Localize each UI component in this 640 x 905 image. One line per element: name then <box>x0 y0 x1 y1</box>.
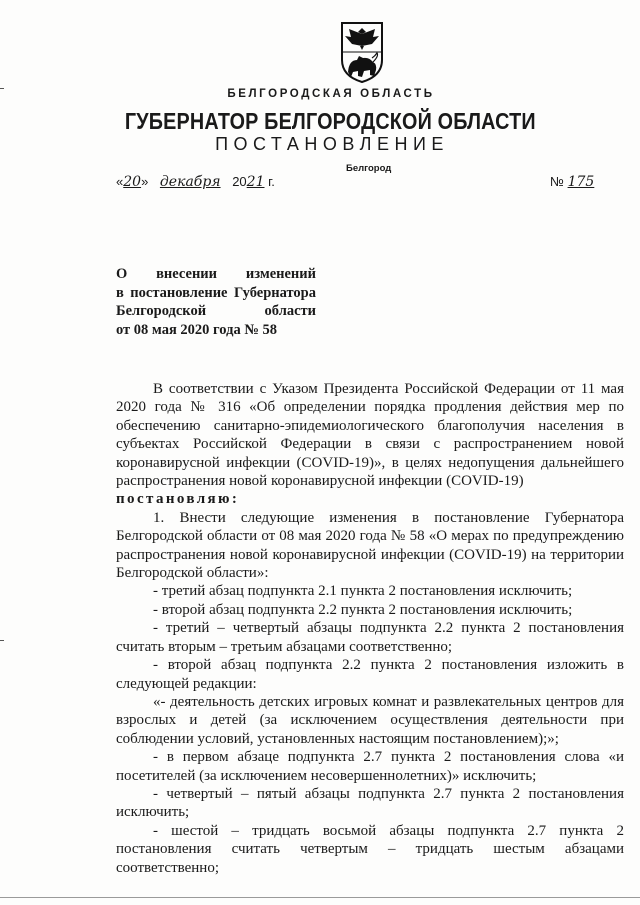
body-paragraph: 1. Внести следующие изменения в постановление Губернатора Белгородской области от 08 мая 2020 года № 58 «О мерах по предупреждению распространения новой коронавирусной инфекции (COVID-19) на территории Белгородской области»: <box>116 509 624 582</box>
date-year-word: г. <box>268 174 275 189</box>
title-line: Белгородской области <box>116 303 316 319</box>
date-year-suffix: 21 <box>246 174 265 190</box>
body-paragraph: «- деятельность детских игровых комнат и развлекательных центров для взрослых и детей (за исключением осуществления деятельности при соблюдении условий, установленных настоящим постановлением);»; <box>116 693 624 747</box>
date-day: 20 <box>123 174 142 190</box>
document-title <box>116 265 316 339</box>
scan-edge-mark <box>0 88 4 89</box>
body-paragraph: - в первом абзаце подпункта 2.7 пункта 2 постановления слова «и посетителей (за исключением несовершеннолетних)» исключить; <box>116 749 624 784</box>
body-paragraph: - второй абзац подпункта 2.2 пункта 2 постановления изложить в следующей редакции: <box>116 657 624 692</box>
scan-edge-mark <box>0 640 4 641</box>
date-quote-open: « <box>116 174 124 189</box>
date-year-prefix: 20 <box>232 174 247 189</box>
number-prefix: № <box>550 174 564 189</box>
belgorod-coat-of-arms-icon <box>339 20 385 84</box>
title-line: О внесении изменений <box>116 266 316 282</box>
authority-title: ГУБЕРНАТОР БЕЛГОРОДСКОЙ ОБЛАСТИ <box>124 108 536 134</box>
body-paragraph: - третий – четвертый абзацы подпункта 2.2 пункта 2 постановления считать вторым – третьим абзацами соответственно; <box>116 620 624 655</box>
body-paragraph: - шестой – тридцать восьмой абзацы подпункта 2.7 пункта 2 постановления считать четвертым – тридцать шестым абзацами соответственно; <box>116 822 624 876</box>
city-name: Белгород <box>346 163 392 174</box>
region-name: БЕЛГОРОДСКАЯ ОБЛАСТЬ <box>227 88 435 100</box>
document-date <box>116 174 275 190</box>
number-value: 175 <box>567 174 595 190</box>
title-line: в постановление Губернатора <box>116 284 316 301</box>
decree-word-text: постановляю: <box>116 491 240 508</box>
decree-word <box>116 490 624 508</box>
document-number <box>550 174 594 190</box>
preamble-paragraph: В соответствии с Указом Президента Российской Федерации от 11 мая 2020 года № 316 «Об определении порядка продления действия мер по обеспечению санитарно-эпидемиологического благополучия населения в субъектах Российской Федерации в связи с распространением новой коронавирусной инфекции (COVID-19)», в целях недопущения дальнейшего распространения новой коронавирусной инфекции (COVID-19) <box>116 381 624 490</box>
title-line: от 08 мая 2020 года № 58 <box>116 321 278 338</box>
body-paragraph: - второй абзац подпункта 2.2 пункта 2 постановления исключить; <box>153 601 573 618</box>
document-body <box>116 380 624 877</box>
date-quote-close: » <box>141 174 149 189</box>
scan-bottom-edge <box>0 897 640 898</box>
body-paragraph: - четвертый – пятый абзацы подпункта 2.7 пункта 2 постановления исключить; <box>116 785 624 821</box>
date-month: декабря <box>159 174 221 190</box>
document-type: ПОСТАНОВЛЕНИЕ <box>215 134 449 154</box>
body-paragraph: - третий абзац подпункта 2.1 пункта 2 постановления исключить; <box>153 583 573 600</box>
